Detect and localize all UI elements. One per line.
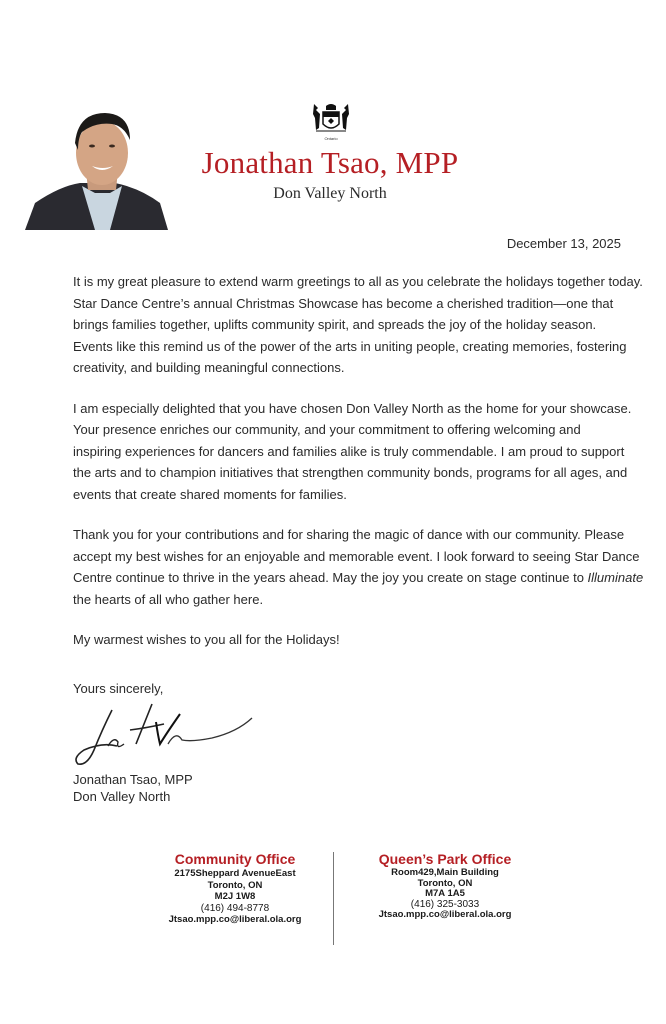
paragraph-1 <box>73 271 643 379</box>
mpp-portrait-photo <box>20 108 170 230</box>
letterhead-name: Jonathan Tsao, MPP <box>201 145 459 180</box>
queens-park-office-city: Toronto, ON <box>417 877 473 889</box>
text-line: Your presence enriches our community, and your commitment to offering welcoming and <box>73 422 581 437</box>
community-office-email[interactable]: Jtsao.mpp.co@liberal.ola.org <box>168 914 302 925</box>
community-office-city: Toronto, ON <box>207 879 263 891</box>
text-line-with-italic <box>73 567 644 589</box>
signer-block <box>73 771 193 805</box>
handwritten-signature <box>72 700 262 770</box>
queens-park-office-phone: (416) 325-3033 <box>410 898 480 910</box>
community-office-address: 2175Sheppard AvenueEast <box>174 868 296 879</box>
community-office-phone: (416) 494-8778 <box>200 902 270 914</box>
community-office-postal: M2J 1W8 <box>214 891 256 902</box>
letter-date: December 13, 2025 <box>506 236 621 251</box>
paragraph-4 <box>73 629 613 651</box>
community-office-title: Community Office <box>174 851 296 867</box>
queens-park-office-email[interactable]: Jtsao.mpp.co@liberal.ola.org <box>378 909 512 920</box>
paragraph-2 <box>73 398 632 506</box>
queens-park-office-block <box>360 851 530 921</box>
italic-word: Illuminate <box>587 570 644 585</box>
text-line: My warmest wishes to you all for the Holidays! <box>73 632 340 647</box>
text-line: Thank you for your contributions and for sharing the magic of dance with our community. Please <box>73 527 625 542</box>
queens-park-office-address: Room429,Main Building <box>391 867 499 878</box>
text-line: the arts and to champion initiatives that strengthen community bonds, programs for all ages, and <box>73 465 628 480</box>
text-line: Star Dance Centre’s annual Christmas Showcase has become a cherished tradition—one that <box>73 295 614 311</box>
queens-park-office-title: Queen’s Park Office <box>378 851 512 867</box>
text-fragment: Centre continue to thrive in the years ahead. May the joy you create on stage continue to <box>73 570 588 585</box>
paragraph-3 <box>73 524 644 610</box>
queens-park-office-postal: M7A 1A5 <box>425 888 465 899</box>
letter-body <box>73 271 644 670</box>
text-line: the hearts of all who gather here. <box>73 591 264 607</box>
community-office-block <box>150 851 320 926</box>
text-line: I am especially delighted that you have chosen Don Valley North as the home for your showcase. <box>73 400 632 416</box>
text-line: brings families together, uplifts community spirit, and spreads the joy of the holiday season. <box>73 317 597 332</box>
office-divider <box>333 852 334 945</box>
text-line: accept my best wishes for an enjoyable and memorable event. I look forward to seeing Star Dance <box>73 548 640 564</box>
letterhead-riding: Don Valley North <box>273 185 387 202</box>
text-line: It is my great pleasure to extend warm greetings to all as you celebrate the holidays together today. <box>73 274 643 289</box>
text-line: creativity, and building meaningful connections. <box>73 360 345 375</box>
text-line: Events like this remind us of the power of the arts in uniting people, creating memories, fostering <box>73 338 627 354</box>
text-line: inspiring experiences for dancers and families alike is truly commendable. I am proud to support <box>73 443 625 459</box>
signer-riding: Don Valley North <box>73 789 171 804</box>
signer-name: Jonathan Tsao, MPP <box>73 772 193 787</box>
salutation: Yours sincerely, <box>73 681 164 696</box>
text-line: events that create shared moments for families. <box>73 486 347 502</box>
crest-label: Ontario <box>324 136 338 141</box>
